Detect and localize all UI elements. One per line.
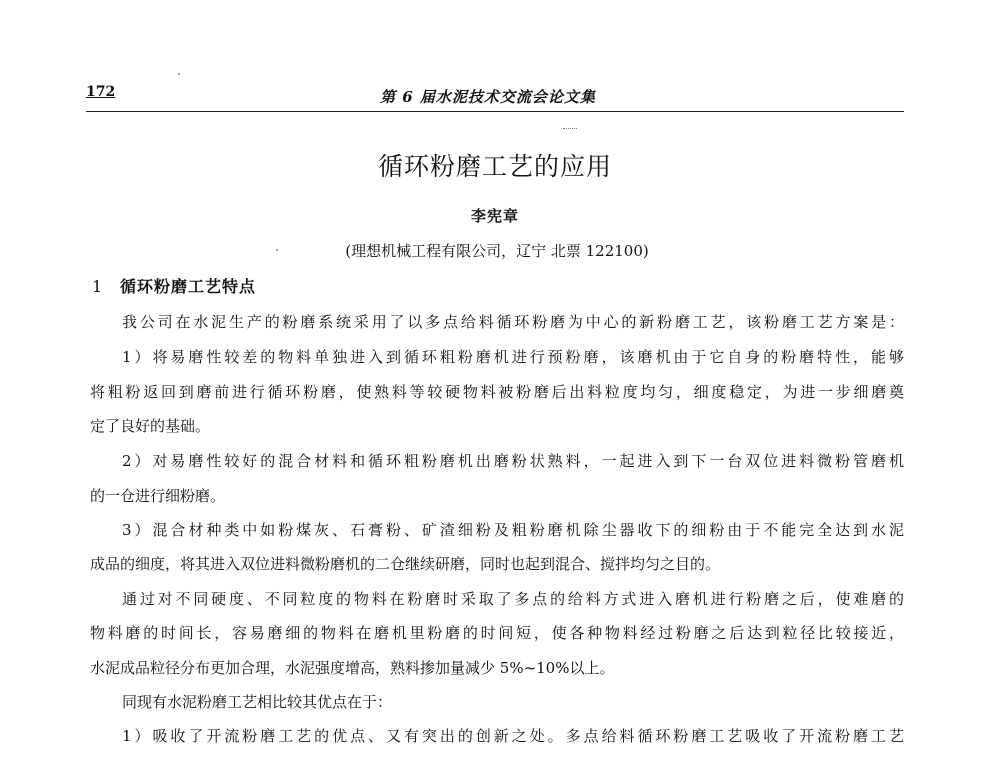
scan-speck bbox=[178, 73, 180, 75]
header-rule bbox=[86, 111, 904, 112]
body-line: 3）混合材种类中如粉煤灰、石膏粉、矿渣细粉及粗粉磨机除尘器收下的细粉由于不能完全达到水泥 bbox=[122, 521, 904, 539]
body-line: 水泥成品粒径分布更加合理，水泥强度增高，熟料掺加量减少 5%~10%以上。 bbox=[90, 659, 615, 677]
body-line: 1）将易磨性较差的物料单独进入到循环粗粉磨机进行预粉磨，该磨机由于它自身的粉磨特性，能够 bbox=[122, 348, 904, 366]
body-line: 成品的细度，将其进入双位进料微粉磨机的二仓继续研磨，同时也起到混合、搅拌均匀之目的。 bbox=[90, 555, 721, 573]
body-line: 2）对易磨性较好的混合材料和循环粗粉磨机出磨粉状熟料，一起进入到下一台双位进料微粉管磨机 bbox=[122, 452, 904, 470]
body-line: 物料磨的时间长，容易磨细的物料在磨机里粉磨的时间短，使各种物料经过粉磨之后达到粒径比较接近， bbox=[90, 624, 904, 642]
body-line: 同现有水泥粉磨工艺相比较其优点在于： bbox=[122, 693, 393, 711]
scan-mark bbox=[563, 128, 577, 129]
author-affiliation: (理想机械工程有限公司，辽宁 北票 122100) bbox=[345, 242, 649, 260]
section-heading bbox=[92, 274, 256, 297]
page-number: 172 bbox=[86, 84, 116, 100]
running-header: 第 6 届水泥技术交流会论文集 bbox=[380, 88, 596, 106]
section-title: 循环粉磨工艺特点 bbox=[120, 277, 257, 296]
body-line: 的一仓进行细粉磨。 bbox=[90, 487, 226, 505]
body-line: 1）吸收了开流粉磨工艺的优点、又有突出的创新之处。多点给料循环粉磨工艺吸收了开流粉磨工艺 bbox=[122, 727, 904, 745]
body-line: 将粗粉返回到磨前进行循环粉磨，使熟料等较硬物料被粉磨后出料粒度均匀，细度稳定，为进一步细磨奠 bbox=[90, 383, 904, 401]
article-title: 循环粉磨工艺的应用 bbox=[377, 152, 612, 181]
body-line: 我公司在水泥生产的粉磨系统采用了以多点给料循环粉磨为中心的新粉磨工艺，该粉磨工艺方案是： bbox=[122, 313, 904, 331]
section-number: 1 bbox=[92, 277, 104, 296]
body-line: 定了良好的基础。 bbox=[90, 417, 211, 435]
body-line: 通过对不同硬度、不同粒度的物料在粉磨时采取了多点的给料方式进入磨机进行粉磨之后，使难磨的 bbox=[122, 590, 904, 608]
article-author: 李宪章 bbox=[470, 207, 519, 225]
